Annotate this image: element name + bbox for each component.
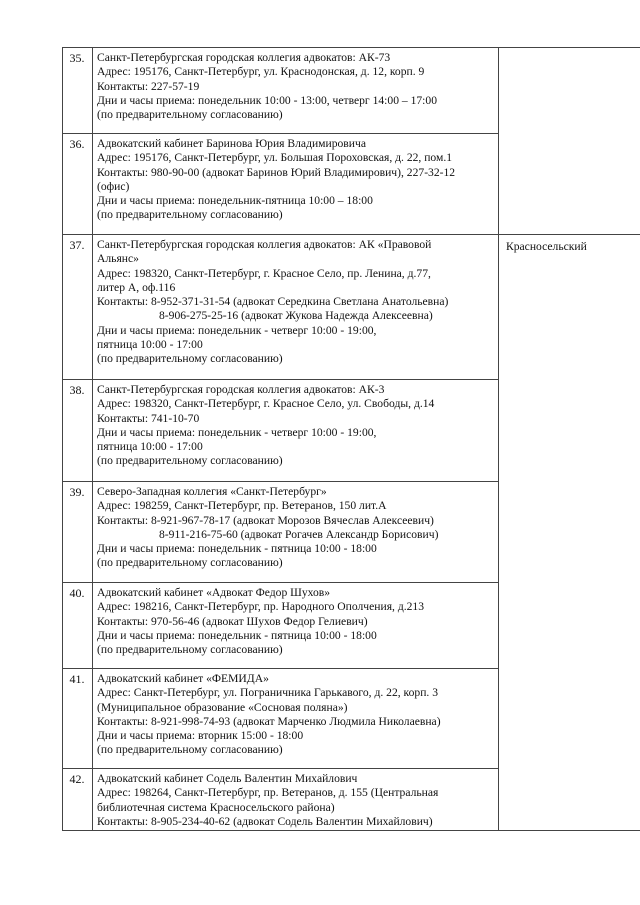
entry-hours: Дни и часы приема: понедельник - четверг 10:00 - 19:00, (97, 425, 377, 439)
entry-38 (97, 383, 495, 469)
district-label: Красносельский (506, 240, 587, 253)
entry-note: (по предварительному согласованию) (97, 352, 283, 366)
entry-hours: Дни и часы приема: понедельник - пятница 10:00 - 18:00 (97, 542, 377, 556)
entry-note: (по предварительному согласованию) (97, 108, 283, 122)
row-divider (62, 133, 498, 134)
entry-title: Северо-Западная коллегия «Санкт-Петербург» (97, 485, 327, 498)
row-number: 40. (69, 586, 85, 600)
entry-contacts-cont: 8-911-216-75-60 (адвокат Рогачев Александр Борисович) (159, 527, 439, 541)
entry-note: (по предварительному согласованию) (97, 743, 283, 757)
entry-hours: Дни и часы приема: понедельник - пятница 10:00 - 18:00 (97, 628, 377, 642)
entry-37 (97, 238, 495, 367)
table-border-district-column (498, 47, 499, 830)
row-number: 38. (69, 383, 85, 397)
table-border-left (62, 47, 63, 830)
entry-hours-cont: пятница 10:00 - 17:00 (97, 440, 203, 454)
entry-note: (по предварительному согласованию) (97, 643, 283, 657)
entry-address-cont: библиотечная система Красносельского района) (97, 800, 335, 814)
row-divider (62, 668, 498, 669)
entry-address: Адрес: 198264, Санкт-Петербург, пр. Ветеранов, д. 155 (Центральная (97, 786, 439, 800)
row-divider (62, 234, 640, 235)
entry-title: Санкт-Петербургская городская коллегия адвокатов: АК-73 (97, 51, 391, 64)
entry-address: Адрес: 198320, Санкт-Петербург, г. Красное Село, пр. Ленина, д.77, (97, 266, 431, 280)
row-divider (62, 481, 498, 482)
row-number: 42. (69, 772, 85, 786)
entry-title-cont: Альянс» (97, 252, 139, 266)
table-border-top (62, 47, 640, 48)
entry-hours-cont: пятница 10:00 - 17:00 (97, 338, 203, 352)
entry-contacts: Контакты: 8-905-234-40-62 (адвокат Содель Валентин Михайлович) (97, 814, 433, 828)
entry-address: Адрес: Санкт-Петербург, ул. Пограничника Гарькавого, д. 22, корп. 3 (97, 686, 438, 700)
entry-41 (97, 672, 495, 758)
row-number: 39. (69, 485, 85, 499)
row-divider (62, 768, 498, 769)
entry-hours: Дни и часы приема: понедельник 10:00 - 13:00, четверг 14:00 – 17:00 (97, 93, 437, 107)
entry-address-cont: (Муниципальное образование «Сосновая поляна») (97, 700, 348, 714)
entry-contacts: Контакты: 970-56-46 (адвокат Шухов Федор Гелиевич) (97, 614, 368, 628)
entry-contacts: Контакты: 227-57-19 (97, 79, 200, 93)
entry-contacts: Контакты: 8-921-967-78-17 (адвокат Морозов Вячеслав Алексеевич) (97, 513, 434, 527)
entry-title: Адвокатский кабинет «Адвокат Федор Шухов» (97, 586, 331, 599)
row-number: 41. (69, 672, 85, 686)
entry-contacts: Контакты: 980-90-00 (адвокат Баринов Юрий Владимирович), 227-32-12 (97, 165, 456, 179)
entry-title: Санкт-Петербургская городская коллегия адвокатов: АК-3 (97, 383, 385, 396)
entry-hours: Дни и часы приема: понедельник - четверг 10:00 - 19:00, (97, 323, 377, 337)
table-border-bottom (62, 830, 640, 831)
entry-hours: Дни и часы приема: вторник 15:00 - 18:00 (97, 729, 304, 743)
entry-contacts: Контакты: 8-952-371-31-54 (адвокат Середкина Светлана Анатольевна) (97, 295, 449, 309)
entry-35 (97, 51, 495, 122)
entry-address: Адрес: 195176, Санкт-Петербург, ул. Большая Пороховская, д. 22, пом.1 (97, 151, 453, 165)
entry-address: Адрес: 195176, Санкт-Петербург, ул. Краснодонская, д. 12, корп. 9 (97, 65, 425, 79)
entry-note: (по предварительному согласованию) (97, 454, 283, 468)
entry-title: Адвокатский кабинет «ФЕМИДА» (97, 672, 269, 685)
row-divider (62, 379, 498, 380)
entry-contacts: Контакты: 741-10-70 (97, 411, 200, 425)
entry-39 (97, 485, 495, 571)
entry-title: Адвокатский кабинет Баринова Юрия Владимировича (97, 137, 366, 150)
entry-address: Адрес: 198259, Санкт-Петербург, пр. Ветеранов, 150 лит.А (97, 499, 387, 513)
entry-note: (по предварительному согласованию) (97, 556, 283, 570)
entry-note: (по предварительному согласованию) (97, 208, 283, 222)
entry-40 (97, 586, 495, 657)
row-divider (62, 582, 498, 583)
entry-hours: Дни и часы приема: понедельник-пятница 10:00 – 18:00 (97, 194, 373, 208)
table-border-number-column (92, 47, 93, 830)
entry-address: Адрес: 198216, Санкт-Петербург, пр. Народного Ополчения, д.213 (97, 600, 425, 614)
row-number: 36. (69, 137, 85, 151)
entry-contacts-cont: 8-906-275-25-16 (адвокат Жукова Надежда Алексеевна) (159, 309, 433, 323)
entry-42 (97, 772, 495, 829)
entry-title: Адвокатский кабинет Содель Валентин Михайлович (97, 772, 358, 785)
entry-contacts: Контакты: 8-921-998-74-93 (адвокат Марченко Людмила Николаевна) (97, 714, 441, 728)
entry-36 (97, 137, 495, 223)
entry-contacts-cont: (офис) (97, 179, 130, 193)
row-number: 35. (69, 51, 85, 65)
entry-address-cont: литер А, оф.116 (97, 280, 176, 294)
entry-address: Адрес: 198320, Санкт-Петербург, г. Красное Село, ул. Свободы, д.14 (97, 397, 435, 411)
entry-title: Санкт-Петербургская городская коллегия адвокатов: АК «Правовой (97, 238, 432, 251)
row-number: 37. (69, 238, 85, 252)
